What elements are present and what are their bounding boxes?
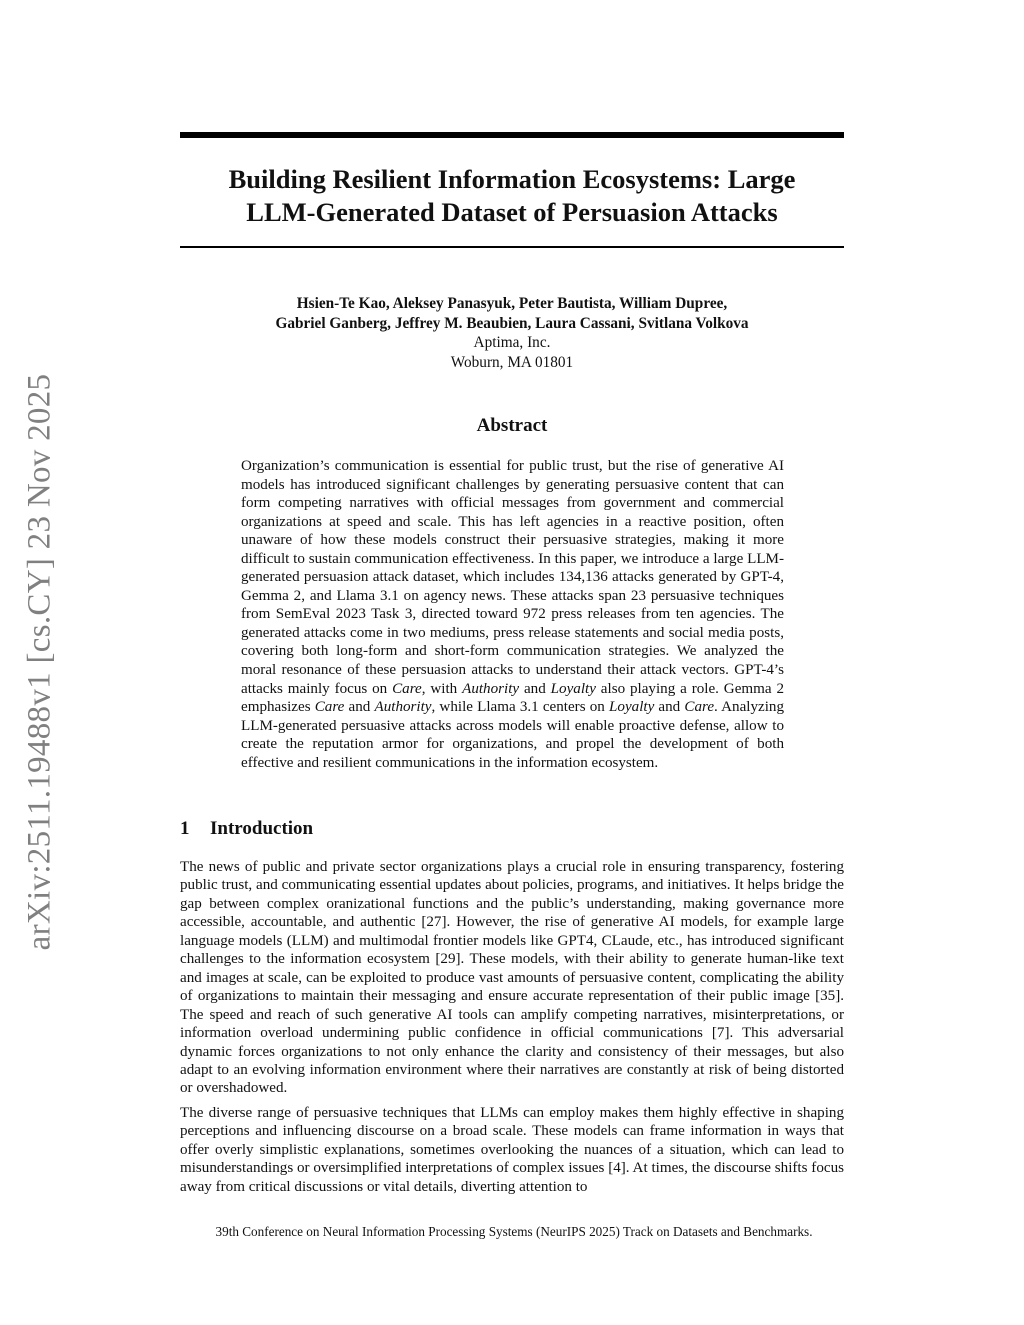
abstract-text: , while Llama 3.1 centers on <box>431 699 609 716</box>
abstract-text: also playing a role. Gemma 2 emphasizes <box>241 680 785 716</box>
section-number: 1 <box>180 818 190 839</box>
arxiv-identifier-stamp: arXiv:2511.19488v1 [cs.CY] 23 Nov 2025 <box>21 373 58 951</box>
section-title: Introduction <box>210 818 314 839</box>
title-bottom-rule <box>180 246 844 248</box>
author-block <box>180 294 844 372</box>
section-heading-introduction <box>180 818 313 840</box>
abstract-text: , with <box>421 680 463 697</box>
abstract-text: Organization’s communication is essential for public trust, but the rise of generative AI models has introduced significant challenges by generating persuasive content that can form competing narratives with official messages from government and commercial organizations at speed and scale. This has left agencies in a reactive position, often unaware of how these models construct their persuasive strategies, making it more difficult to sustain communication effectiveness. In this paper, we introduce a large LLM-generated persuasion attack dataset, which includes 134,136 attacks generated by GPT-4, Gemma 2, and Llama 3.1 on agency news. These attacks span 23 persuasive techniques from SemEval 2023 Task 3, directed toward 972 press releases from ten agencies. The generated attacks come in two mediums, press release statements and social media posts, covering both long-form and short-form communication strategies. We analyzed the moral resonance of these persuasion attacks to understand their attack vectors. GPT-4’s attacks mainly focus on <box>241 458 784 697</box>
abstract-emphasis: Loyalty <box>550 680 596 697</box>
abstract-body <box>241 457 784 772</box>
author-names-line-1: Hsien-Te Kao, Aleksey Panasyuk, Peter Bautista, William Dupree, <box>296 295 728 312</box>
author-address: Woburn, MA 01801 <box>450 353 574 371</box>
abstract-text: and <box>654 699 685 716</box>
abstract-emphasis: Authority <box>462 680 520 697</box>
author-names-line-2: Gabriel Ganberg, Jeffrey M. Beaubien, Laura Cassani, Svitlana Volkova <box>275 314 749 332</box>
title-line-2: LLM-Generated Dataset of Persuasion Attacks <box>246 197 778 227</box>
abstract-text: and <box>344 699 375 716</box>
abstract-text: . Analyzing LLM-generated persuasive attacks across models will enable proactive defense, allow to create the reputation armor for organizations, and propel the development of both effective and resilient communications in the information ecosystem. <box>241 699 785 771</box>
conference-footnote: 39th Conference on Neural Information Processing Systems (NeurIPS 2025) Track on Datasets and Benchmarks. <box>215 1224 813 1239</box>
abstract-text: and <box>519 680 551 697</box>
abstract-heading: Abstract <box>476 415 548 436</box>
abstract-emphasis: Care <box>684 699 715 716</box>
abstract-emphasis: Authority <box>374 699 432 716</box>
title-line-1: Building Resilient Information Ecosystems: Large <box>228 164 796 194</box>
abstract-emphasis: Care <box>314 699 345 716</box>
abstract-emphasis: Care <box>392 680 422 697</box>
abstract-emphasis: Loyalty <box>609 699 655 716</box>
introduction-paragraph-2: The diverse range of persuasive techniques that LLMs can employ makes them highly effective in shaping perceptions and influencing discourse on a broad scale. These models can frame information in ways that offer overly simplistic explanations, sometimes overlooking the nuances of a situation, which can lead to misunderstandings or oversimplified interpretations of complex issues [4]. At times, the discourse shifts focus away from critical discussions or vital details, diverting attention to <box>180 1105 844 1195</box>
introduction-paragraph-1: The news of public and private sector organizations plays a crucial role in ensuring transparency, fostering public trust, and communicating essential updates about policies, programs, and initiatives. It helps bridge the gap between complex oranizational functions and the public’s understanding, making governance more accessible, accountable, and authentic [27]. However, the rise of generative AI models, for example large language models (LLM) and multimodal frontier models like GPT4, CLaude, etc., has introduced significant challenges to the information ecosystem [29]. These models, with their ability to generate human-like text and images at scale, can be exploited to produce vast amounts of persuasive content, complicating the ability of organizations to maintain their messaging and ensure accurate representation of their public image [35]. The speed and reach of such generative AI tools can amplify competing narratives, misinterpretations, or information overload undermining public confidence in official communications [7]. This adversarial dynamic forces organizations to not only enhance the clarity and consistency of their messages, but also adapt to an evolving information environment where their narratives are constantly at risk of being distorted or overshadowed. <box>180 859 844 1097</box>
paper-title <box>180 163 844 229</box>
title-top-rule <box>180 132 844 138</box>
author-affiliation: Aptima, Inc. <box>473 334 551 351</box>
